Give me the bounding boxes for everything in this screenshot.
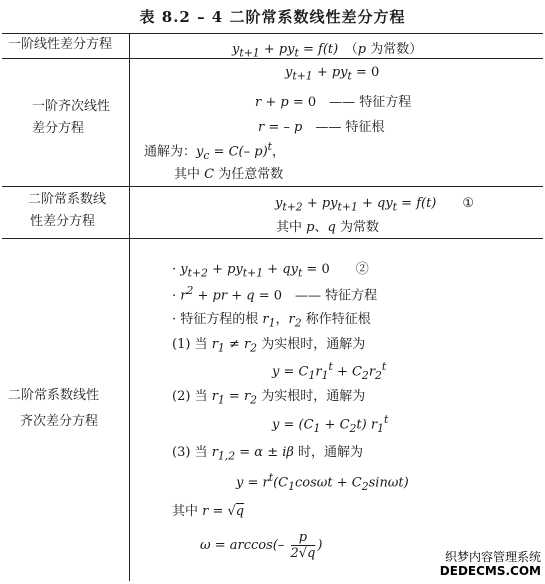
eq-homog-first: $y_{t+1} + py_t = 0$ — [285, 65, 380, 83]
eq-general-first: 通解为：$y_c = C(-$ p)$^t$， — [144, 140, 286, 162]
rule-row3 — [2, 238, 543, 239]
case-3-condition: (3) 当 $r_{1,2} = \alpha \pm i\beta$ 时，通解为 — [172, 445, 364, 463]
eq-constant-note: 其中 C 为任意常数 — [174, 167, 284, 182]
eq-char-first: r + p = 0 —— 特征方程 — [255, 95, 412, 110]
case-2-solution: $y = (C_1 + C_2t)$ $r_1^t$ — [272, 413, 389, 435]
watermark-cn: 织梦内容管理系统 — [444, 550, 541, 564]
row-label-2: 一阶齐次线性 差分方程 — [32, 99, 111, 136]
column-divider — [129, 33, 130, 581]
table-title: 表 8.2 – 4 二阶常系数线性差分方程 — [139, 8, 406, 26]
row-label-4: 二阶常系数线性 齐次差分方程 — [8, 388, 100, 429]
case-1-condition: (1) 当 $r_1 \ne r_2$ 为实根时，通解为 — [172, 337, 366, 355]
eq-pq-note: 其中 p、q 为常数 — [276, 220, 379, 235]
eq-char-second: · $r^2$ + pr + q = 0 —— 特征方程 — [172, 284, 378, 304]
eq-r-definition: 其中 r = √q — [172, 504, 245, 519]
row-label-3: 二阶常系数线 性差分方程 — [28, 192, 107, 229]
eq-first-order: $y_{t+1} + py_t = f(t)$ （p 为常数） — [232, 42, 423, 60]
eq-roots-note: · 特征方程的根 $r_1$，$r_2$ 称作特征根 — [172, 312, 371, 330]
row-label-1: 一阶线性差分方程 — [8, 37, 113, 52]
eq-root-first: r = – p —— 特征根 — [258, 120, 385, 135]
watermark-en: DEDECMS.COM — [439, 564, 541, 578]
eq-second-order: $y_{t+2} + py_{t+1} + qy_t = f(t)$ ① — [275, 196, 475, 214]
case-1-solution: $y = C_1r_1^t + C_2r_2^t$ — [272, 360, 387, 382]
eq-homog-second: · $y_{t+2} + py_{t+1} + qy_t = 0$ ② — [172, 262, 369, 280]
eq-omega-definition: ω = arccos(– $\frac{p}{2√q}$ ) — [200, 530, 323, 561]
rule-row2 — [2, 186, 543, 187]
case-2-condition: (2) 当 $r_1 = r_2$ 为实根时，通解为 — [172, 389, 366, 407]
case-3-solution: $y = r^t(C_1\cos\omega t + C_2\sin\omega t)$ — [236, 471, 409, 493]
